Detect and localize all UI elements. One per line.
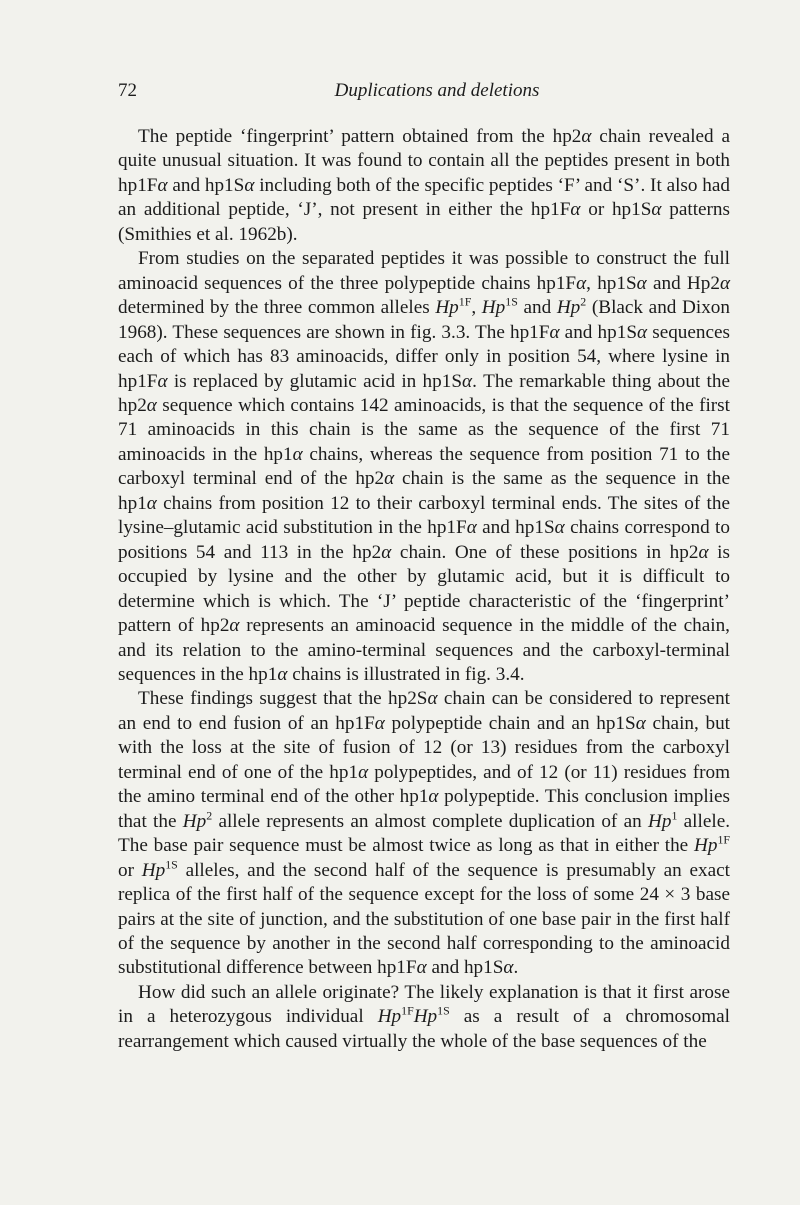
- page-number: 72: [118, 80, 137, 101]
- paragraph-2: From studies on the separated peptides it was possible to construct the full aminoacid sequences of the three polypeptide chains hp1Fα, hp1Sα and Hp2α determined by the three common alleles $Hp^{1F}$, $Hp^{1S}$ and Hp$^2$ (Black and Dixon 1968). These sequences are shown in fig. 3.3. The hp1Fα and hp1Sα sequences each of which has 83 aminoacids, differ only in position 54, where lysine in hp1Fα is replaced by glutamic acid in hp1Sα. The remarkable thing about the hp2α sequence which contains 142 aminoacids, is that the sequence of the first 71 aminoacids in this chain is the same as the sequence of the first 71 aminoacids in the hp1α chains, whereas the sequence from position 71 to the carboxyl terminal end of the hp2α chain is the same as the sequence in the hp1α chains from position 12 to their carboxyl terminal ends. The sites of the lysine–glutamic acid substitution in the hp1Fα and hp1Sα chains correspond to positions 54 and 113 in the hp2α chain. One of these positions in hp2α is occupied by lysine and the other by glutamic acid, but it is difficult to determine which is which. The ‘J’ peptide characteristic of the ‘fingerprint’ pattern of hp2α represents an aminoacid sequence in the middle of the chain, and its relation to the amino-terminal sequences and the carboxyl-terminal sequences in the hp1α chains is illustrated in fig. 3.4.: [118, 248, 731, 685]
- paragraph-3: These findings suggest that the hp2Sα chain can be considered to represent an end to end fusion of an hp1Fα polypeptide chain and an hp1Sα chain, but with the loss at the site of fusion of 12 (or 13) residues from the carboxyl terminal end of one of the hp1α polypeptides, and of 12 (or 11) residues from the amino terminal end of the other hp1α polypeptide. This conclusion implies that the Hp$^2$ allele represents an almost complete duplication of an Hp$^1$ allele. The base pair sequence must be almost twice as long as that in either the $Hp^{1F}$ or $Hp^{1S}$ alleles, and the second half of the sequence is presumably an exact replica of the first half of the sequence except for the loss of some 24 × 3 base pairs at the site of junction, and the substitution of one base pair in the first half of the sequence by another in the second half corresponding to the aminoacid substitutional difference between hp1Fα and hp1Sα.: [118, 688, 731, 979]
- paragraph-1: The peptide ‘fingerprint’ pattern obtained from the hp2α chain revealed a quite unusual situation. It was found to contain all the peptides present in both hp1Fα and hp1Sα including both of the specific peptides ‘F’ and ‘S’. It also had an additional peptide, ‘J’, not present in either the hp1Fα or hp1Sα patterns (Smithies et al. 1962b).: [118, 126, 731, 245]
- running-head: [118, 80, 728, 110]
- paragraph-4: How did such an allele originate? The likely explanation is that it first arose in a heterozygous individual $Hp^{1F}Hp^{1S}$ as a result of a chromosomal rearrangement which caused virtually the whole of the base sequences of the: [118, 981, 730, 1052]
- running-title: Duplications and deletions: [334, 80, 540, 101]
- body-text: [118, 125, 730, 1054]
